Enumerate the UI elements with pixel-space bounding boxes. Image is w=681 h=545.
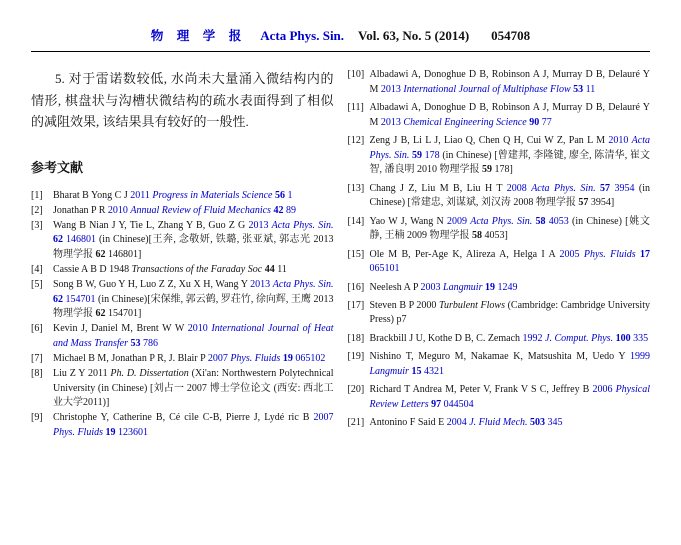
reference-link[interactable]: 1 <box>284 189 293 201</box>
reference-link[interactable]: 53 <box>573 83 584 95</box>
reference-link[interactable]: 15 <box>411 365 422 377</box>
reference-text <box>53 323 334 349</box>
reference-link[interactable]: 19 <box>105 427 116 438</box>
reference-link[interactable]: 59 <box>412 149 423 161</box>
reference-link[interactable]: Langmuir <box>443 281 485 293</box>
reference-item <box>31 367 334 411</box>
reference-number: [9] <box>31 412 43 424</box>
reference-fragment: (in Chinese)[宋保维, 郭云鹤, 罗荘竹, 徐向辉, 王鹰 2013 物理学报 <box>53 293 334 320</box>
reference-number: [18] <box>347 332 365 344</box>
reference-fragment: 4053] <box>482 230 508 242</box>
header-divider <box>31 51 650 52</box>
reference-text <box>370 69 651 95</box>
reference-number: [7] <box>31 353 43 365</box>
reference-link[interactable]: 2009 <box>446 215 471 227</box>
reference-text <box>370 216 651 242</box>
reference-fragment: Steven B P 2000 <box>369 299 440 311</box>
reference-fragment: Albadawi A, Donoghue D B, Robinson A J, Murray D B, Delauré Y M <box>369 101 650 128</box>
reference-fragment: (in Chinese) [曾建邦, 李隆键, 廖全, 陈清华, 崔文智, 潘良明 2010 物理学报 <box>369 149 651 176</box>
reference-number: [3] <box>31 219 43 231</box>
reference-text <box>370 417 563 428</box>
reference-fragment: Jonathan P R <box>53 204 108 216</box>
right-column <box>348 68 651 441</box>
reference-number: [10] <box>347 69 365 80</box>
reference-item <box>348 299 651 328</box>
reference-link[interactable]: 2013 <box>380 83 404 95</box>
reference-link[interactable]: 1249 <box>494 281 518 293</box>
reference-fragment: 59 <box>482 164 492 176</box>
reference-link[interactable]: 17 <box>640 248 651 260</box>
reference-link[interactable]: 345 <box>545 417 563 429</box>
reference-link[interactable]: 2008 <box>506 182 532 194</box>
reference-link[interactable]: 1999 <box>630 351 650 363</box>
reference-fragment: Zeng J B, Li L J, Liao Q, Chen Q H, Cui W Z, Pan L M <box>369 134 609 146</box>
reference-fragment: Transactions of the Faraday Soc <box>131 263 265 275</box>
reference-number: [13] <box>347 182 365 194</box>
reference-fragment: (in Chinese) [常建忠, 刘谋斌, 刘汉涛 2008 物理学报 <box>369 182 651 209</box>
reference-link[interactable]: 146801 <box>63 234 96 246</box>
reference-link[interactable]: 2006 <box>592 384 616 396</box>
reference-fragment: 44 <box>264 263 275 275</box>
reference-number: [6] <box>31 323 43 335</box>
reference-text <box>370 351 651 377</box>
reference-link[interactable]: 154701 <box>63 293 96 305</box>
reference-link[interactable]: 2010 <box>107 204 131 216</box>
left-column <box>31 68 334 441</box>
reference-number: [16] <box>347 281 365 293</box>
reference-fragment: 3954] <box>588 197 615 209</box>
reference-link[interactable]: Acta Phys. Sin. <box>470 215 536 227</box>
reference-link[interactable]: J. Comput. Phys. <box>545 332 616 344</box>
reference-link[interactable]: 3954 <box>610 182 635 194</box>
reference-text <box>370 102 651 128</box>
reference-number: [14] <box>347 215 365 227</box>
reference-link[interactable]: 4053 <box>545 215 569 227</box>
reference-link[interactable]: 1992 <box>522 332 546 344</box>
reference-fragment: Yao W J, Wang N <box>369 215 447 227</box>
reference-fragment: Wang B Nian J Y, Tie L, Zhang Y B, Guo Z G <box>53 219 249 231</box>
reference-fragment: Song B W, Guo Y H, Luo Z Z, Xu X H, Wang Y <box>53 279 251 291</box>
reference-link[interactable]: Phys. Fluids <box>53 427 106 438</box>
reference-link[interactable]: International Journal of Multiphase Flow <box>403 83 574 95</box>
reference-link[interactable]: 2010 <box>187 323 212 335</box>
reference-fragment: Ph. D. Dissertation <box>110 368 192 380</box>
reference-text <box>53 220 334 260</box>
reference-number: [11] <box>347 101 364 113</box>
reference-item <box>348 182 651 211</box>
reference-link[interactable]: 53 <box>130 337 141 349</box>
reference-item <box>31 352 334 367</box>
references-heading: 参考文献 <box>31 159 84 175</box>
reference-number: [15] <box>347 248 365 260</box>
reference-fragment: Albadawi A, Donoghue D B, Robinson A J, Murray D B, Delauré Y M <box>369 69 650 95</box>
reference-fragment: Kevin J, Daniel M, Brent W W <box>53 323 188 335</box>
reference-link[interactable]: Annual Review of Fluid Mechanics <box>130 204 274 216</box>
journal-title-english: Acta Phys. Sin. <box>260 28 345 43</box>
reference-item <box>348 281 651 296</box>
reference-link[interactable]: Phys. Fluids <box>583 248 641 260</box>
reference-number: [20] <box>347 384 365 396</box>
reference-item <box>31 204 334 219</box>
reference-text <box>370 384 651 410</box>
reference-text <box>370 135 651 175</box>
reference-link[interactable]: 2013 <box>248 219 272 231</box>
reference-link[interactable]: 58 <box>535 215 546 227</box>
reference-link[interactable]: 57 <box>600 182 611 194</box>
article-number: 054708 <box>491 28 531 43</box>
reference-item <box>31 278 334 322</box>
reference-text <box>53 353 325 364</box>
reference-link[interactable]: 42 <box>273 204 284 216</box>
reference-fragment: 62 <box>95 308 106 320</box>
reference-number: [8] <box>31 368 43 380</box>
reference-text <box>370 333 649 344</box>
reference-text <box>370 249 651 275</box>
reference-link[interactable]: 123601 <box>115 427 148 438</box>
reference-link[interactable]: Acta Phys. Sin. <box>531 182 601 194</box>
reference-link[interactable]: 2003 <box>420 281 444 293</box>
reference-text <box>370 183 651 209</box>
reference-link[interactable]: Acta Phys. Sin. <box>271 219 334 231</box>
reference-link[interactable]: 065102 <box>292 353 326 365</box>
reference-link[interactable]: 89 <box>283 204 296 216</box>
reference-number: [1] <box>31 189 43 201</box>
reference-fragment: 154701] <box>105 308 142 320</box>
page-header <box>31 26 650 52</box>
reference-link[interactable]: J. Fluid Mech. <box>469 417 531 429</box>
reference-number: [17] <box>347 299 365 311</box>
reference-text <box>370 300 651 326</box>
reference-fragment: Antonino F Said E <box>369 417 447 429</box>
reference-fragment: Bharat B Yong C J <box>53 189 131 201</box>
reference-fragment: (Xi'an: Northwestern Polytechnical University (in Chinese) [刘占一 2007 博士学位论文 (西安: 西北工业大学2011)] <box>53 368 334 409</box>
reference-item <box>31 189 334 204</box>
reference-link[interactable]: 2010 <box>608 134 632 146</box>
conclusion-paragraph: 5. 对于雷诺数较低, 水尚未大量涌入微结构内的情形, 棋盘状与沟槽状微结构的疏水表面得到了相似的减阻效果, 该结果具有较好的一般性. <box>31 71 334 129</box>
reference-text <box>53 279 334 319</box>
reference-link[interactable]: 2004 <box>446 417 470 429</box>
reference-number: [2] <box>31 204 43 216</box>
reference-fragment: Neelesh A P <box>369 281 421 293</box>
reference-fragment: Brackbill J U, Kothe D B, C. Zemach <box>369 332 523 344</box>
reference-item <box>348 248 651 277</box>
reference-link[interactable]: 2007 <box>207 353 231 365</box>
reference-fragment: Richard T Andrea M, Peter V, Frank V S C, Jeffrey B <box>369 384 593 396</box>
reference-fragment: 146801] <box>105 248 142 260</box>
reference-link[interactable]: Langmuir <box>369 365 412 377</box>
running-head <box>31 26 650 44</box>
reference-link[interactable]: 19 <box>484 281 495 293</box>
reference-item <box>348 101 651 130</box>
reference-text <box>53 205 296 216</box>
references-list-right <box>348 68 651 431</box>
reference-number: [21] <box>347 417 365 429</box>
reference-fragment: Chang J Z, Liu M B, Liu H T <box>369 182 507 194</box>
reference-fragment: Nishino T, Meguro M, Nakamae K, Matsushita M, Uedo Y <box>369 351 630 363</box>
reference-text <box>53 190 292 201</box>
reference-link[interactable]: International Journal of Heat and Mass Transfer <box>53 323 334 349</box>
reference-link[interactable]: 56 <box>274 189 285 201</box>
reference-number: [5] <box>31 279 43 291</box>
reference-link[interactable]: 11 <box>583 83 596 95</box>
reference-item <box>348 332 651 347</box>
reference-link[interactable]: 503 <box>530 417 546 429</box>
reference-fragment: Christophe Y, Catherine B, Cé cile C-B, Pierre J, Lydé ric B <box>53 412 314 424</box>
reference-link[interactable]: 2013 <box>250 279 273 291</box>
reference-link[interactable]: Physical Review Letters <box>369 384 650 410</box>
reference-text <box>53 368 334 408</box>
reference-item <box>348 350 651 379</box>
reference-fragment: 57 <box>578 197 589 209</box>
reference-item <box>348 416 651 431</box>
reference-link[interactable]: 62 <box>53 293 63 305</box>
reference-fragment: Cassie A B D 1948 <box>53 263 132 275</box>
reference-fragment: 62 <box>95 248 106 260</box>
reference-link[interactable]: 4321 <box>421 365 444 377</box>
reference-fragment: Turbulent Flows <box>439 299 508 311</box>
reference-number: [4] <box>31 263 43 275</box>
reference-text <box>53 264 287 275</box>
reference-item <box>31 263 334 278</box>
reference-fragment: (in Chinese)[王奔, 念敬妍, 铁璐, 张亚斌, 郭志光 2013 物理学报 <box>53 234 334 260</box>
two-column-body <box>31 68 650 441</box>
reference-item <box>348 134 651 178</box>
reference-text <box>53 412 334 438</box>
reference-item <box>348 68 651 97</box>
reference-link[interactable]: 19 <box>282 353 293 365</box>
reference-fragment: Michael B M, Jonathan P R, J. Blair P <box>53 353 208 365</box>
references-list-left <box>31 189 334 441</box>
reference-text <box>370 282 518 293</box>
reference-link[interactable]: 2011 <box>130 189 153 201</box>
reference-link[interactable]: Chemical Engineering Science <box>403 116 530 128</box>
reference-link[interactable]: 100 <box>615 332 631 344</box>
reference-link[interactable]: 335 <box>630 332 649 344</box>
issue-info: Vol. 63, No. 5 (2014) <box>358 28 470 43</box>
reference-number: [12] <box>347 134 365 146</box>
reference-item <box>348 215 651 244</box>
reference-item <box>31 411 334 440</box>
reference-fragment: 178] <box>492 164 513 176</box>
reference-link[interactable]: 786 <box>140 337 159 349</box>
reference-fragment: 11 <box>274 263 287 275</box>
journal-title-chinese: 物 理 学 报 <box>150 29 247 43</box>
reference-number: [19] <box>347 351 365 363</box>
reference-fragment: (Cambridge: Cambridge University Press) p7 <box>369 299 650 326</box>
reference-link[interactable]: Acta Phys. Sin. <box>272 279 334 291</box>
reference-link[interactable]: 97 <box>431 398 442 410</box>
reference-link[interactable]: 044504 <box>441 398 474 410</box>
reference-fragment: Ole M B, Per-Age K, Alireza A, Helga I A <box>369 248 560 260</box>
reference-fragment: (in Chinese) [姚文静, 王楠 2009 物理学报 <box>369 215 651 242</box>
reference-link[interactable]: 2007 <box>313 412 334 424</box>
reference-link[interactable]: Progress in Materials Science <box>152 189 275 201</box>
reference-link[interactable]: 065101 <box>369 263 400 275</box>
reference-link[interactable]: 62 <box>53 234 63 246</box>
reference-link[interactable]: 77 <box>539 116 552 128</box>
reference-item <box>31 219 334 263</box>
reference-link[interactable]: 2005 <box>559 248 584 260</box>
reference-link[interactable]: 2013 <box>380 116 404 128</box>
reference-fragment: Liu Z Y 2011 <box>53 368 111 380</box>
reference-link[interactable]: Acta Phys. Sin. <box>369 134 650 161</box>
reference-item <box>31 322 334 351</box>
reference-link[interactable]: 90 <box>529 116 540 128</box>
reference-fragment: 58 <box>472 230 482 242</box>
reference-link[interactable]: Phys. Fluids <box>230 353 283 365</box>
reference-item <box>348 383 651 412</box>
reference-link[interactable]: 178 <box>422 149 440 161</box>
